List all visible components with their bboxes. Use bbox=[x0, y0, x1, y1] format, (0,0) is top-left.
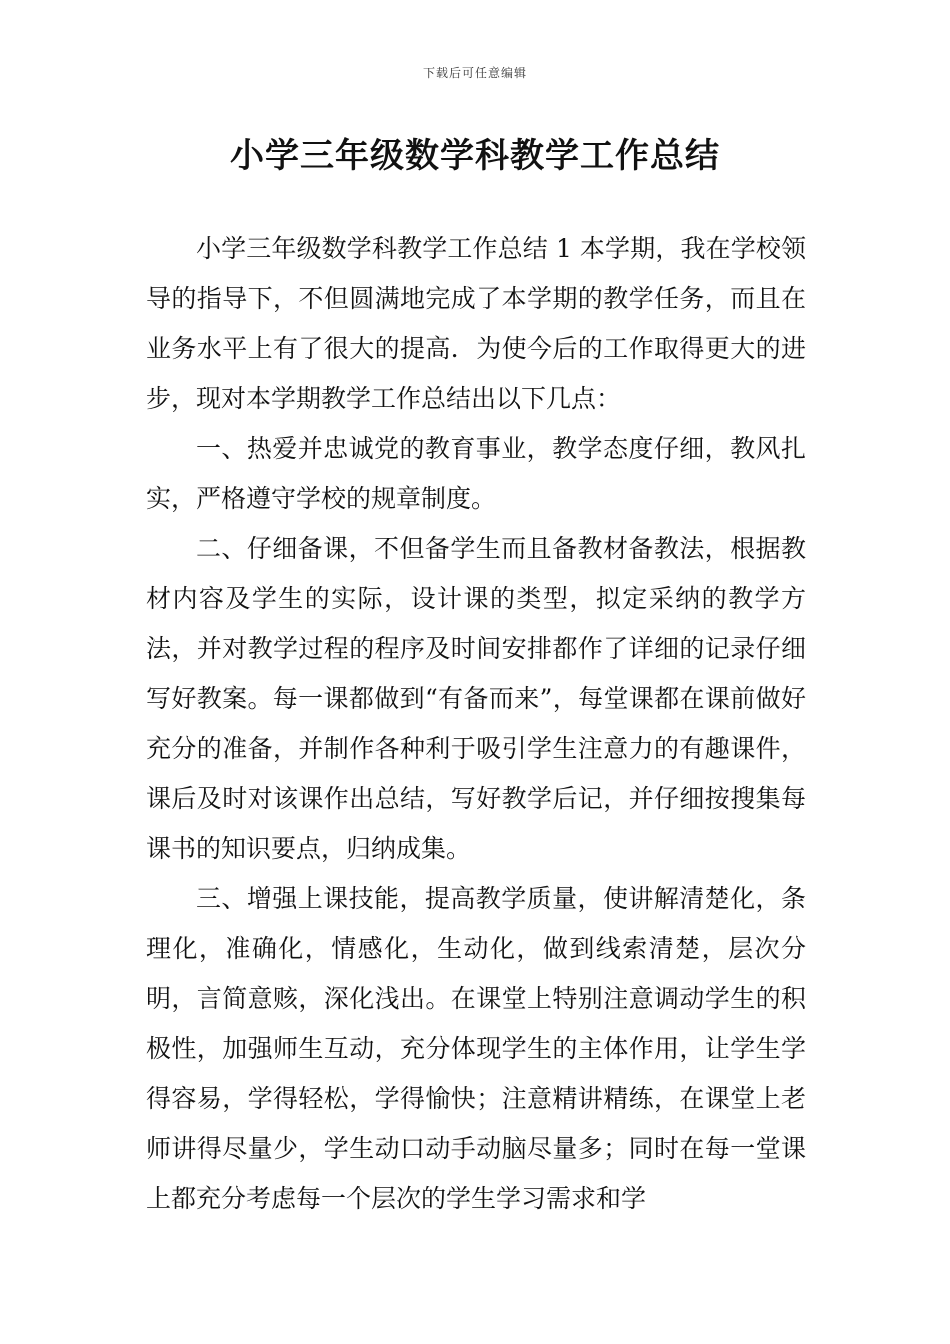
paragraph-point-3: 三、增强上课技能，提高教学质量，使讲解清楚化，条理化，准确化，情感化，生动化，做到线索清楚，层次分明，言简意赅，深化浅出。在课堂上特别注意调动学生的积极性，加强师生互动，充分体现学生的主体作用，让学生学得容易，学得轻松，学得愉快；注意精讲精练，在课堂上老师讲得尽量少，学生动口动手动脑尽量多；同时在每一堂课上都充分考虑每一个层次的学生学习需求和学 bbox=[146, 884, 806, 1213]
document-title: 小学三年级数学科教学工作总结 bbox=[230, 136, 720, 176]
document-body bbox=[146, 224, 806, 1224]
paragraph-point-2: 二、仔细备课，不但备学生而且备教材备教法，根据教材内容及学生的实际，设计课的类型，拟定采纳的教学方法，并对教学过程的程序及时间安排都作了详细的记录仔细写好教案。每一课都做到“有备而来”，每堂课都在课前做好充分的准备，并制作各种利于吸引学生注意力的有趣课件，课后及时对该课作出总结，写好教学后记，并仔细按搜集每课书的知识要点，归纳成集。 bbox=[146, 534, 806, 863]
header-note: 下载后可任意编辑 bbox=[422, 66, 527, 80]
paragraph-point-1: 一、热爱并忠诚党的教育事业，教学态度仔细，教风扎实，严格遵守学校的规章制度。 bbox=[146, 434, 806, 513]
paragraph-intro: 小学三年级数学科教学工作总结 1 本学期，我在学校领导的指导下，不但圆满地完成了本学期的教学任务，而且在业务水平上有了很大的提高．为使今后的工作取得更大的进步，现对本学期教学工作总结出以下几点： bbox=[146, 234, 806, 413]
